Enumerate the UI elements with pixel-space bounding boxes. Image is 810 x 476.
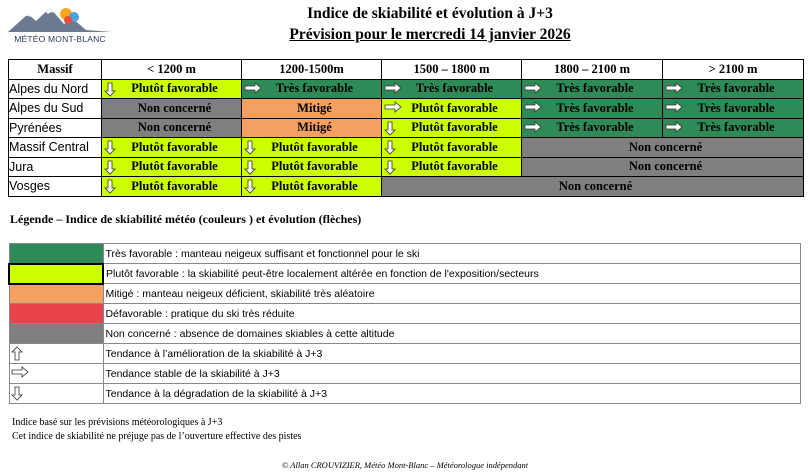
skiability-cell	[102, 177, 242, 197]
skiability-table	[8, 59, 804, 197]
skiability-label: Non concerné	[558, 178, 633, 193]
footnote-disclaimer: Cet indice de skiabilité ne préjuge pas de l’ouverture effective des pistes	[12, 431, 302, 442]
skiability-cell	[242, 118, 382, 138]
skiability-cell	[382, 177, 804, 197]
legend-swatch	[9, 264, 103, 284]
legend-swatch	[9, 284, 103, 304]
skiability-label: Non concerné	[628, 139, 703, 154]
skiability-cell	[522, 157, 804, 177]
legend-swatch	[9, 244, 103, 264]
arrow-down-icon	[244, 140, 256, 155]
arrow-down-icon	[244, 179, 256, 194]
legend-item	[9, 284, 801, 304]
legend-swatch	[9, 304, 103, 324]
massif-name: Alpes du Sud	[9, 99, 102, 119]
skiability-cell	[382, 79, 522, 99]
arrow-right-icon	[11, 366, 29, 378]
arrow-down-icon	[104, 82, 116, 97]
legend-item	[9, 384, 801, 404]
arrow-down-icon	[11, 386, 23, 401]
skiability-label: Plutôt favorable	[271, 159, 358, 174]
arrow-right-icon	[524, 101, 542, 113]
skiability-cell	[102, 157, 242, 177]
table-header-row	[9, 60, 804, 80]
skiability-label: Mitigé	[297, 100, 332, 115]
arrow-down-icon	[384, 160, 396, 175]
legend-arrow	[9, 384, 103, 404]
table-row	[9, 99, 804, 119]
arrow-right-icon	[524, 121, 542, 133]
arrow-right-icon	[665, 121, 683, 133]
column-header: < 1200 m	[102, 60, 242, 80]
skiability-cell	[663, 79, 804, 99]
arrow-right-icon	[384, 101, 402, 113]
column-header: Massif	[9, 60, 102, 80]
massif-name: Vosges	[9, 177, 102, 197]
legend-text: Mitigé : manteau neigeux déficient, skiabilité très aléatoire	[103, 284, 801, 304]
legend-item	[9, 344, 801, 364]
legend-arrow	[9, 364, 103, 384]
massif-name: Massif Central	[9, 138, 102, 158]
arrow-down-icon	[244, 160, 256, 175]
skiability-cell	[663, 99, 804, 119]
skiability-label: Plutôt favorable	[411, 139, 498, 154]
skiability-cell	[102, 118, 242, 138]
skiability-label: Plutôt favorable	[271, 139, 358, 154]
skiability-label: Non concerné	[137, 100, 212, 115]
arrow-right-icon	[665, 101, 683, 113]
column-header: 1500 – 1800 m	[382, 60, 522, 80]
skiability-cell	[242, 177, 382, 197]
massif-name: Jura	[9, 157, 102, 177]
skiability-label: Plutôt favorable	[131, 139, 218, 154]
legend-arrow	[9, 344, 103, 364]
skiability-label: Très favorable	[556, 120, 634, 135]
skiability-label: Très favorable	[697, 81, 775, 96]
arrow-up-icon	[11, 346, 23, 361]
arrow-down-icon	[384, 140, 396, 155]
column-header: 1800 – 2100 m	[522, 60, 663, 80]
skiability-cell	[522, 79, 663, 99]
skiability-cell	[382, 157, 522, 177]
skiability-cell	[102, 138, 242, 158]
page-title: Indice de skiabilité et évolution à J+3	[307, 5, 553, 22]
skiability-label: Très favorable	[697, 100, 775, 115]
skiability-cell	[102, 79, 242, 99]
column-header: > 2100 m	[663, 60, 804, 80]
skiability-cell	[382, 118, 522, 138]
skiability-cell	[242, 99, 382, 119]
skiability-label: Très favorable	[556, 81, 634, 96]
skiability-label: Plutôt favorable	[131, 178, 218, 193]
massif-name: Alpes du Nord	[9, 79, 102, 99]
skiability-cell	[102, 99, 242, 119]
skiability-label: Non concerné	[137, 120, 212, 135]
skiability-cell	[663, 118, 804, 138]
skiability-cell	[522, 118, 663, 138]
skiability-label: Plutôt favorable	[411, 159, 498, 174]
skiability-cell	[522, 138, 804, 158]
column-header: 1200-1500m	[242, 60, 382, 80]
skiability-label: Plutôt favorable	[411, 100, 498, 115]
logo-text: MÉTÉO MONT-BLANC	[14, 34, 106, 44]
legend-text: Non concerné : absence de domaines skiables à cette altitude	[103, 324, 801, 344]
arrow-down-icon	[384, 121, 396, 136]
arrow-down-icon	[104, 179, 116, 194]
arrow-down-icon	[104, 160, 116, 175]
legend-item	[9, 364, 801, 384]
legend-item	[9, 304, 801, 324]
skiability-label: Plutôt favorable	[411, 120, 498, 135]
skiability-label: Plutôt favorable	[271, 178, 358, 193]
table-row	[9, 157, 804, 177]
legend-text: Tendance à l’amélioration de la skiabilité à J+3	[103, 344, 801, 364]
legend-text: Très favorable : manteau neigeux suffisant et fonctionnel pour le ski	[103, 244, 801, 264]
arrow-right-icon	[524, 82, 542, 94]
credit-line: © Allan CROUVIZIER, Météo Mont-Blanc – Météorologue indépendant	[281, 460, 529, 470]
skiability-label: Très favorable	[697, 120, 775, 135]
legend-text: Plutôt favorable : la skiabilité peut-être localement altérée en fonction de l'exposition/secteurs	[103, 264, 801, 284]
skiability-cell	[382, 138, 522, 158]
legend-swatch	[9, 324, 103, 344]
legend-title: Légende – Indice de skiabilité météo (couleurs ) et évolution (flèches)	[10, 212, 362, 226]
legend-text: Défavorable : pratique du ski très réduite	[103, 304, 801, 324]
table-body	[9, 79, 804, 196]
legend-text: Tendance stable de la skiabilité à J+3	[103, 364, 801, 384]
skiability-label: Très favorable	[556, 100, 634, 115]
skiability-cell	[242, 157, 382, 177]
legend-item	[9, 324, 801, 344]
arrow-right-icon	[384, 82, 402, 94]
skiability-label: Non concerné	[628, 159, 703, 174]
footnote-forecast-basis: Indice basé sur les prévisions météorologiques à J+3	[12, 417, 223, 428]
skiability-cell	[522, 99, 663, 119]
skiability-label: Plutôt favorable	[131, 81, 218, 96]
skiability-label: Très favorable	[415, 81, 494, 96]
arrow-down-icon	[104, 140, 116, 155]
table-row	[9, 79, 804, 99]
table-row	[9, 118, 804, 138]
skiability-cell	[242, 79, 382, 99]
logo	[6, 4, 114, 46]
skiability-cell	[242, 138, 382, 158]
page-subtitle: Prévision pour le mercredi 14 janvier 2026	[289, 26, 571, 43]
legend-text: Tendance à la dégradation de la skiabilité à J+3	[103, 384, 801, 404]
legend-item	[9, 244, 801, 264]
arrow-right-icon	[665, 82, 683, 94]
legend-table	[8, 243, 801, 404]
skiability-label: Plutôt favorable	[131, 159, 218, 174]
skiability-label: Très favorable	[275, 81, 354, 96]
massif-name: Pyrénées	[9, 118, 102, 138]
arrow-right-icon	[244, 82, 262, 94]
table-row	[9, 177, 804, 197]
skiability-label: Mitigé	[297, 120, 332, 135]
table-row	[9, 138, 804, 158]
legend-item	[9, 264, 801, 284]
mountain-logo-icon	[6, 4, 114, 34]
legend-body	[9, 244, 801, 404]
skiability-cell	[382, 99, 522, 119]
